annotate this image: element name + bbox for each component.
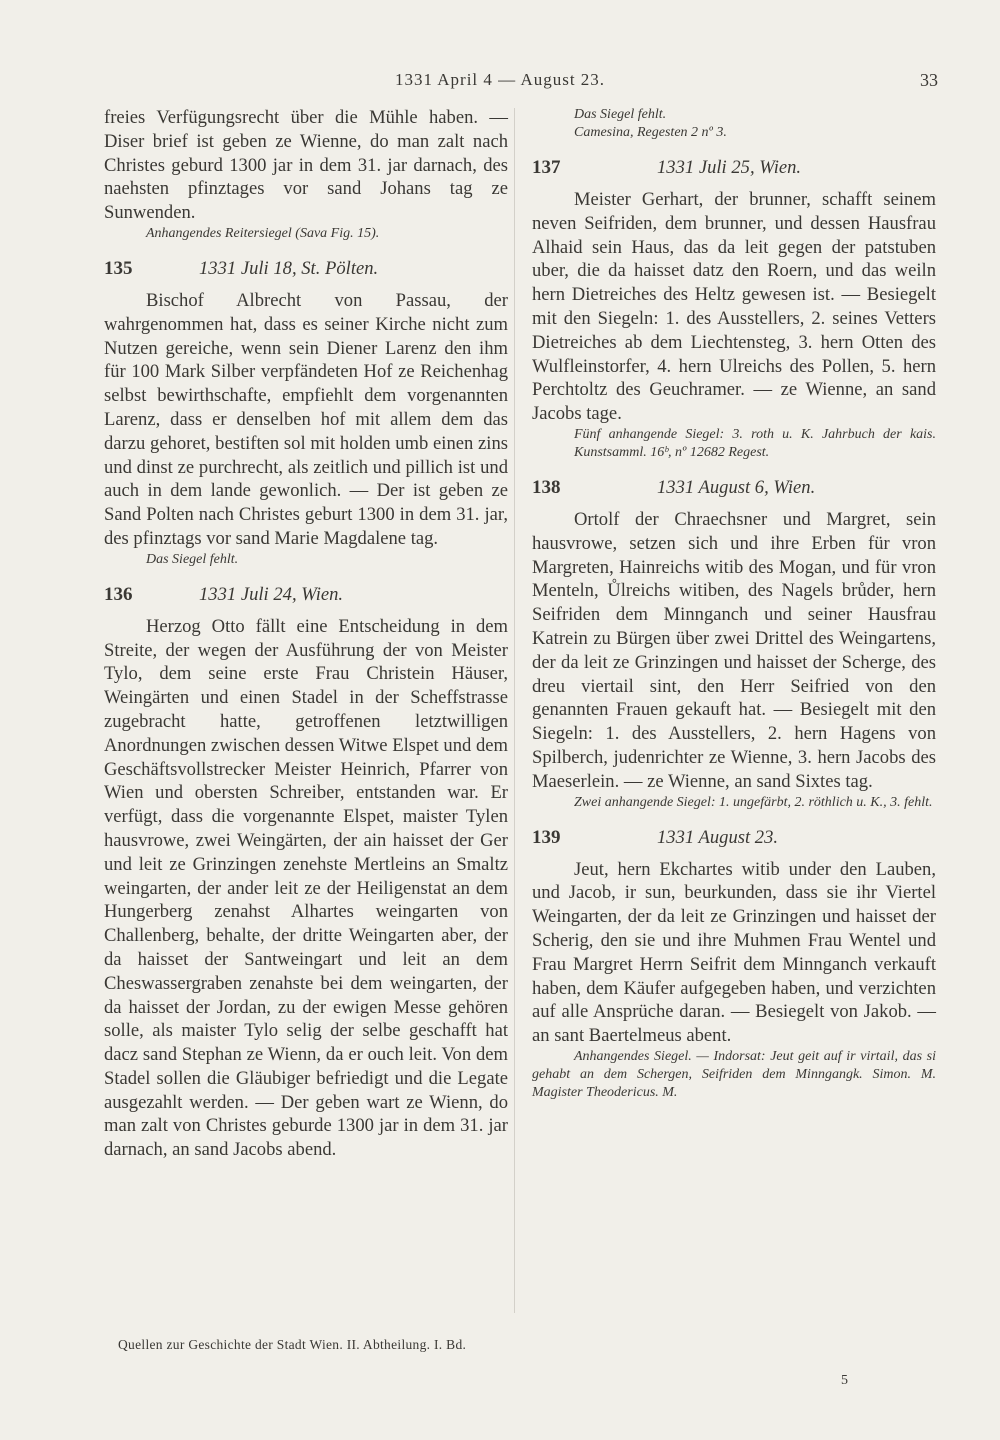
entry-text: Meister Gerhart, der brunner, schafft seinem neven Seifriden, dem brunner, und dessen Hausfrau Alhaid sein Haus, das da leit gegen der patstuben uber, die da haisset datz den Roern, und das weiln hern Dietreiches des Heltz gewesen ist. — Besiegelt mit den Siegeln: 1. des Ausstellers, 2. seines Vetters Dietreiches ab dem Liechtensteg, 3. hern Otten des Wulfleinstorfer, 4. hern Ulreichs des Pollen, 5. hern Perchtoltz des Geuchramer. — ze Wienne, an sand Jacobs tage. (532, 189, 936, 425)
seal-note: Anhangendes Siegel. — Indorsat: Jeut geit auf ir virtail, das si gehabt an dem Schergen, Seifriden dem Minngangk. Simon. M. Magister Theodericus. M. (532, 1048, 936, 1100)
entry-heading (532, 826, 936, 852)
seal-note: Anhangendes Reitersiegel (Sava Fig. 15). (146, 225, 380, 241)
entry-number: 139 (532, 826, 561, 848)
entry-text: Ortolf der Chraechsner und Margret, sein hausvrowe, setzen sich und ihre Erben für vron Margreten, Hainreichs witib des Mogan, und für vron Menteln, Ůlreichs witiben, des Nagels brůder, hern Seifriden dem Minnganch und seiner Hausfrau Katrein zu Bürgen über zwei Drittel des Weingartens, der da leit ze Grinzingen und haisset der Scherge, des dreu viertail sint, den Herr Seifried von den genannten Frauen gekauft hat. — Besiegelt mit den Siegeln: 1. des Ausstellers, 2. hern Hagens von Spilberch, judenrichter ze Wienne, 3. hern Jacobs des Maeserlein. — ze Wienne, an sand Sixtes tag. (532, 508, 936, 792)
entry-number: 135 (104, 257, 133, 279)
running-title: 1331 April 4 — August 23. (394, 70, 606, 89)
seal-note: Fünf anhangende Siegel: 3. roth u. K. Jahrbuch der kais. Kunstsamml. 16ᵇ, nº 12682 Regest. (574, 426, 936, 460)
entry-heading (532, 156, 936, 182)
entry-heading (532, 476, 936, 502)
page-number: 33 (920, 70, 938, 90)
entry-text: Jeut, hern Ekchartes witib under den Lauben, und Jacob, ir sun, beurkunden, dass sie ihr Viertel Weingarten, der da leit ze Grinzingen und haisset der Scherig, den sie und ihre Muhmen Frau Wentel und Frau Margret Herrn Seifrit dem Minnganch verkauft haben, dem Käufer aufgegeben haben, und verzichten auf alle Ansprüche daran. — Besiegelt von Jakob. — an sant Baertelmeus abent. (532, 858, 936, 1047)
seal-note: Das Siegel fehlt. (574, 107, 667, 122)
entry-text: Herzog Otto fällt eine Entscheidung in dem Streite, der wegen der Ausführung der von Meister Tylo, dem seine erste Frau Christein Häuser, Weingärten und einen Stadel in der Scheffstrasse zugebracht hatte, getroffenen letztwilligen Anordnungen zwischen dessen Witwe Elspet und dem Geschäftsvollstrecker Meister Heinrich, Pfarrer von Wien und obersten Schreiber, entstanden war. Er verfügt, dass die vorgenannte Elspet, maister Tylen hausvrowe, zwei Weingärten, der ain haisset der Ger und leit ze Grinzingen zenehste Mertleins an Smaltz weingarten, der ander leit ze der Heiligenstat an dem Hungerberg zenahst Alhartes weingarten von Challenberg, behalte, der dritte Weingarten aber, der da haisset der Santweingart und leit an dem Cheswassergraben zenahste bei dem weingarten, der da haisset der Jordan, zu der ewigen Messe gehören solle, als maister Tylo selig der selbe geschafft hat dacz sand Stephan ze Wienn, da er ouch leit. Von dem Stadel sollen die Gläubiger befriedigt und die Legate ausgezahlt werden. — Der geben wart ze Wienn, do man zalt von Christes geburde 1300 jar in dem 31. jar darnach, an sand Jacobs abend. (104, 615, 508, 1161)
continued-text: freies Verfügungsrecht über die Mühle haben. — Diser brief ist geben ze Wienne, do man zalt nach Christes geburd 1300 jar in dem 31. jar darnach, des naehsten pfinztages vor sand Johans tag ze Sunwenden. (104, 107, 508, 224)
running-header (0, 70, 1000, 94)
entry-date: 1331 August 6, Wien. (657, 476, 816, 498)
left-column (104, 106, 508, 1162)
entry-number: 138 (532, 476, 561, 498)
seal-note: Das Siegel fehlt. (146, 551, 239, 567)
column-divider (514, 108, 515, 1313)
entry-number: 136 (104, 583, 133, 605)
entry-text: Bischof Albrecht von Passau, der wahrgenommen hat, dass es seiner Kirche nicht zum Nutzen gereiche, wenn sein Diener Larenz den ihm für 100 Mark Silber verpfändeten Hof ze Reichenhag selbst bewirthschafte, empfiehlt dem vorgenannten Larenz, dass er denselben hof mit allem dem das darzu gehoret, bestiften sol mit holden umb einen zins und dinst ze purchrecht, als zeitlich und pillich ist und auch in dem lande gewonlich. — Der ist geben ze Sand Polten nach Christes geburt 1300 in dem 31. jar, des pfinztags vor sand Marie Magdalene tag. (104, 289, 508, 549)
signature-mark: 5 (841, 1373, 848, 1388)
seal-note: Zwei anhangende Siegel: 1. ungefärbt, 2. röthlich u. K., 3. fehlt. (574, 794, 933, 810)
entry-heading (104, 257, 508, 283)
entry-date: 1331 Juli 24, Wien. (199, 583, 344, 605)
entry-date: 1331 August 23. (657, 826, 779, 848)
entry-heading (104, 583, 508, 609)
reference-note: Camesina, Regesten 2 nº 3. (574, 125, 727, 140)
entry-date: 1331 Juli 25, Wien. (657, 157, 802, 178)
entry-date: 1331 Juli 18, St. Pölten. (199, 257, 379, 279)
right-column (532, 106, 936, 1102)
entry-number: 137 (532, 157, 561, 178)
source-footer: Quellen zur Geschichte der Stadt Wien. II. Abtheilung. I. Bd. (118, 1337, 467, 1352)
